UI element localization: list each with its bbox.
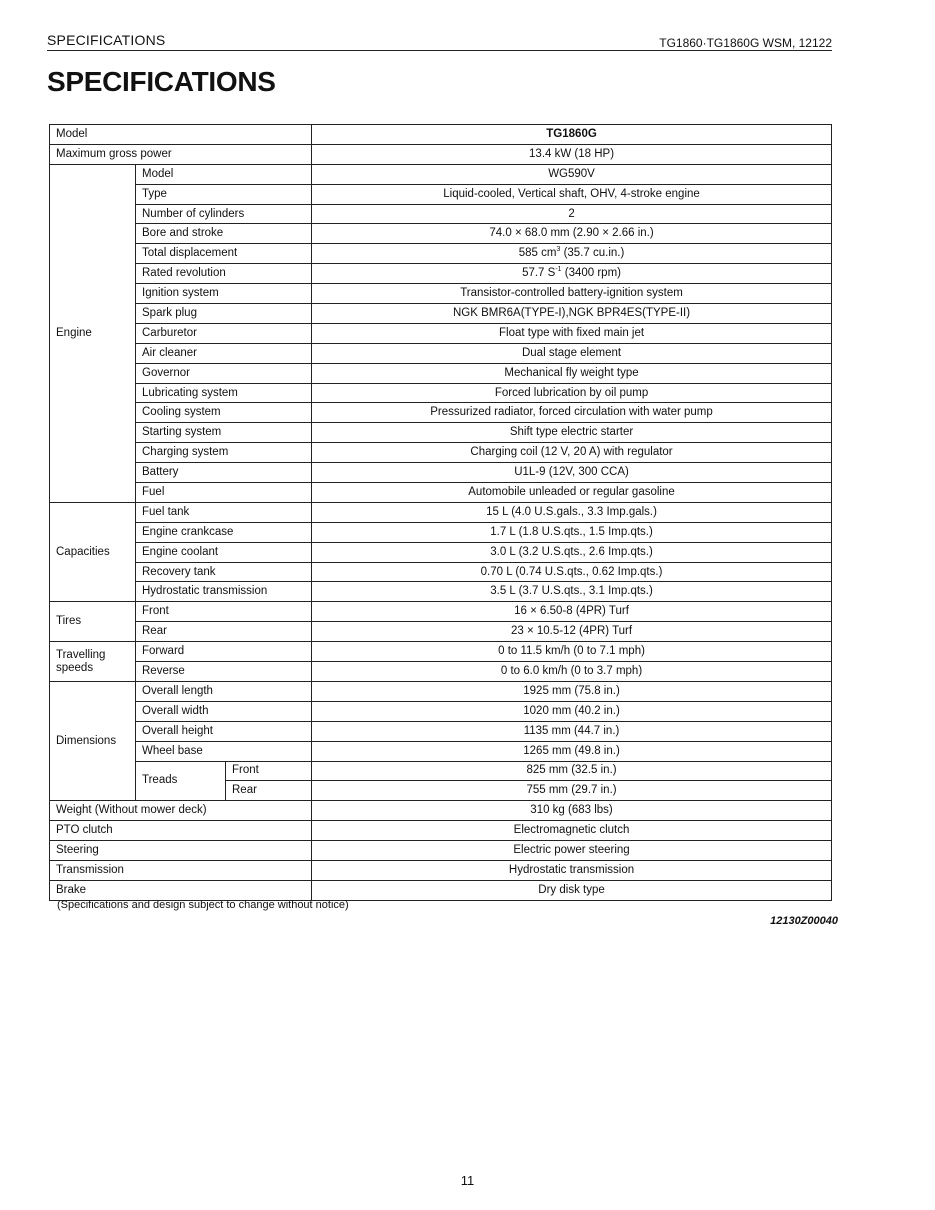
spec-label: Cooling system: [136, 403, 312, 423]
table-row: [50, 483, 832, 503]
spec-value: 310 kg (683 lbs): [312, 801, 832, 821]
spec-label: Overall width: [136, 701, 312, 721]
spec-value: 825 mm (32.5 in.): [312, 761, 832, 781]
spec-label: Rear: [136, 622, 312, 642]
spec-value: 0 to 11.5 km/h (0 to 7.1 mph): [312, 642, 832, 662]
page-title: SPECIFICATIONS: [47, 66, 276, 97]
spec-label: Fuel tank: [136, 502, 312, 522]
header-section-title: SPECIFICATIONS: [47, 32, 166, 48]
spec-value: [312, 244, 832, 264]
spec-label: Rear: [226, 781, 312, 801]
spec-label: Weight (Without mower deck): [50, 801, 312, 821]
spec-value: Pressurized radiator, forced circulation with water pump: [312, 403, 832, 423]
table-row: [50, 801, 832, 821]
table-row: [50, 502, 832, 522]
table-row: [50, 304, 832, 324]
table-row: [50, 841, 832, 861]
table-row: [50, 244, 832, 264]
spec-label: Governor: [136, 363, 312, 383]
spec-value: Electric power steering: [312, 841, 832, 861]
table-row: [50, 184, 832, 204]
table-row: [50, 423, 832, 443]
spec-value: 1925 mm (75.8 in.): [312, 681, 832, 701]
spec-value-tail: (3400 rpm): [561, 267, 621, 280]
spec-label: Total displacement: [136, 244, 312, 264]
spec-value: Shift type electric starter: [312, 423, 832, 443]
spec-value: 2: [312, 204, 832, 224]
spec-label: Carburetor: [136, 323, 312, 343]
spec-value: Dry disk type: [312, 880, 832, 900]
table-row: [50, 403, 832, 423]
group-label-line: speeds: [56, 661, 94, 674]
table-row: [50, 662, 832, 682]
page-number: 11: [460, 1173, 475, 1188]
table-row: [50, 721, 832, 741]
spec-value: NGK BMR6A(TYPE-I),NGK BPR4ES(TYPE-II): [312, 304, 832, 324]
table-row: [50, 642, 832, 662]
spec-label: Steering: [50, 841, 312, 861]
spec-value: WG590V: [312, 164, 832, 184]
max-power-label: Maximum gross power: [50, 144, 312, 164]
table-row: [50, 144, 832, 164]
table-row: [50, 602, 832, 622]
group-engine: Engine: [50, 164, 136, 502]
spec-label: Front: [136, 602, 312, 622]
group-dimensions: Dimensions: [50, 681, 136, 800]
spec-value-text: 585 cm: [518, 247, 557, 260]
spec-label: Hydrostatic transmission: [136, 582, 312, 602]
model-value: TG1860G: [312, 125, 832, 145]
table-row: [50, 761, 832, 781]
specifications-table-body: [50, 125, 832, 901]
group-capacities: Capacities: [50, 502, 136, 601]
spec-label: Forward: [136, 642, 312, 662]
specifications-table: [49, 124, 832, 901]
spec-label: PTO clutch: [50, 821, 312, 841]
spec-value-superscript: 3: [556, 246, 561, 254]
spec-label: Front: [226, 761, 312, 781]
table-row: [50, 125, 832, 145]
spec-label: Spark plug: [136, 304, 312, 324]
table-row: [50, 323, 832, 343]
spec-value: Transistor-controlled battery-ignition system: [312, 284, 832, 304]
table-row: [50, 542, 832, 562]
spec-value: U1L-9 (12V, 300 CCA): [312, 463, 832, 483]
table-row: [50, 463, 832, 483]
table-row: [50, 860, 832, 880]
spec-value: 23 × 10.5-12 (4PR) Turf: [312, 622, 832, 642]
spec-label: Lubricating system: [136, 383, 312, 403]
table-row: [50, 701, 832, 721]
spec-label: Reverse: [136, 662, 312, 682]
table-row: [50, 224, 832, 244]
spec-value: Forced lubrication by oil pump: [312, 383, 832, 403]
spec-label: Bore and stroke: [136, 224, 312, 244]
spec-label: Battery: [136, 463, 312, 483]
page-header: [47, 30, 832, 51]
spec-value: Electromagnetic clutch: [312, 821, 832, 841]
header-manual-id: TG1860·TG1860G WSM, 12122: [659, 36, 832, 50]
spec-value: 1135 mm (44.7 in.): [312, 721, 832, 741]
spec-label: Engine crankcase: [136, 522, 312, 542]
spec-label: Rated revolution: [136, 264, 312, 284]
table-row: [50, 821, 832, 841]
spec-value-superscript: -1: [555, 266, 562, 274]
spec-value: Float type with fixed main jet: [312, 323, 832, 343]
table-row: [50, 880, 832, 900]
spec-label: Transmission: [50, 860, 312, 880]
table-row: [50, 582, 832, 602]
table-row: [50, 443, 832, 463]
spec-label: Overall length: [136, 681, 312, 701]
spec-label: Engine coolant: [136, 542, 312, 562]
table-row: [50, 363, 832, 383]
group-tires: Tires: [50, 602, 136, 642]
spec-label: Charging system: [136, 443, 312, 463]
spec-value: 16 × 6.50-8 (4PR) Turf: [312, 602, 832, 622]
spec-value: 74.0 × 68.0 mm (2.90 × 2.66 in.): [312, 224, 832, 244]
spec-label: Air cleaner: [136, 343, 312, 363]
table-row: [50, 284, 832, 304]
spec-value: Automobile unleaded or regular gasoline: [312, 483, 832, 503]
spec-value-tail: (35.7 cu.in.): [560, 247, 625, 260]
figure-code: 12130Z00040: [770, 915, 838, 927]
spec-value: 3.5 L (3.7 U.S.qts., 3.1 Imp.qts.): [312, 582, 832, 602]
spec-value: Dual stage element: [312, 343, 832, 363]
spec-value: 1.7 L (1.8 U.S.qts., 1.5 Imp.qts.): [312, 522, 832, 542]
spec-value: 0.70 L (0.74 U.S.qts., 0.62 Imp.qts.): [312, 562, 832, 582]
table-row: [50, 622, 832, 642]
spec-label: Number of cylinders: [136, 204, 312, 224]
spec-value: Mechanical fly weight type: [312, 363, 832, 383]
spec-value: 1020 mm (40.2 in.): [312, 701, 832, 721]
spec-value: Liquid-cooled, Vertical shaft, OHV, 4-stroke engine: [312, 184, 832, 204]
spec-label: Type: [136, 184, 312, 204]
spec-label: Recovery tank: [136, 562, 312, 582]
spec-label: Brake: [50, 880, 312, 900]
table-row: [50, 741, 832, 761]
spec-label: Overall height: [136, 721, 312, 741]
group-label-line: Travelling: [56, 648, 106, 661]
spec-value: 0 to 6.0 km/h (0 to 3.7 mph): [312, 662, 832, 682]
spec-value: [312, 264, 832, 284]
spec-value: 755 mm (29.7 in.): [312, 781, 832, 801]
table-row: [50, 562, 832, 582]
table-row: [50, 522, 832, 542]
model-label: Model: [50, 125, 312, 145]
spec-label: Starting system: [136, 423, 312, 443]
treads-label: Treads: [136, 761, 226, 801]
group-travelling-speeds: [50, 642, 136, 682]
spec-label: Model: [136, 164, 312, 184]
table-row: [50, 681, 832, 701]
spec-value: Hydrostatic transmission: [312, 860, 832, 880]
table-row: [50, 164, 832, 184]
spec-value-text: 57.7 S: [522, 267, 556, 280]
footnote: (Specifications and design subject to change without notice): [57, 899, 349, 911]
table-row: [50, 383, 832, 403]
table-row: [50, 343, 832, 363]
spec-value: Charging coil (12 V, 20 A) with regulator: [312, 443, 832, 463]
table-row: [50, 264, 832, 284]
spec-value: 3.0 L (3.2 U.S.qts., 2.6 Imp.qts.): [312, 542, 832, 562]
max-power-value: 13.4 kW (18 HP): [312, 144, 832, 164]
spec-label: Wheel base: [136, 741, 312, 761]
table-row: [50, 204, 832, 224]
spec-label: Fuel: [136, 483, 312, 503]
spec-label: Ignition system: [136, 284, 312, 304]
spec-value: 15 L (4.0 U.S.gals., 3.3 Imp.gals.): [312, 502, 832, 522]
spec-value: 1265 mm (49.8 in.): [312, 741, 832, 761]
